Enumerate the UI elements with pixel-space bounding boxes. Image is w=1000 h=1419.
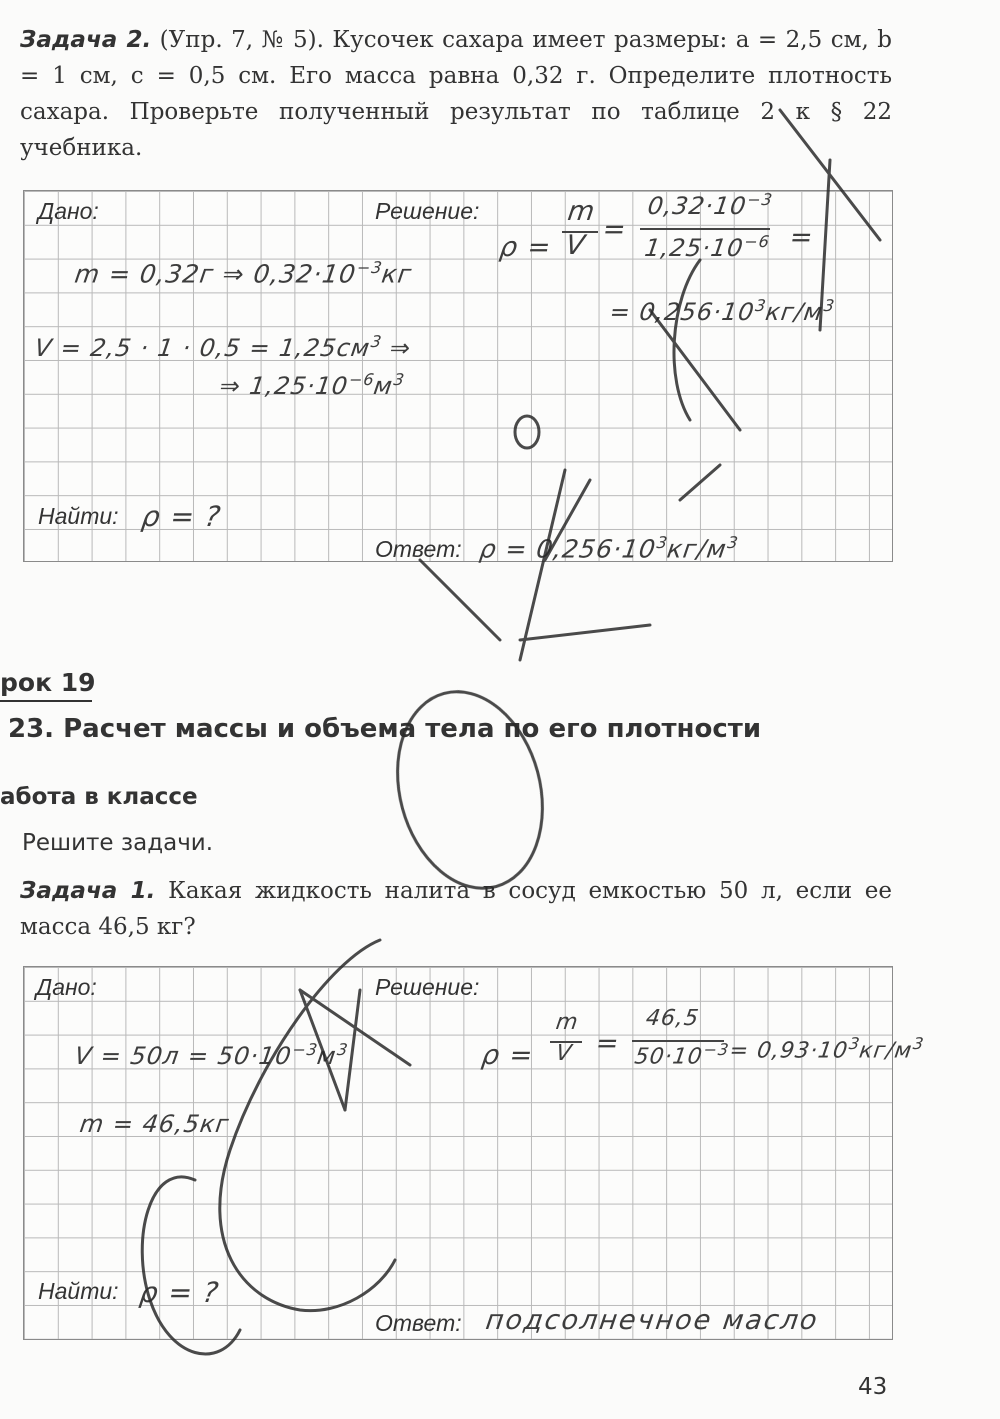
task1-head: Задача 1. bbox=[20, 878, 156, 904]
paragraph-title: 23. Расчет массы и объема тела по его плотности bbox=[8, 714, 762, 744]
grid1-hw-rho: ρ = bbox=[497, 232, 554, 263]
page-number: 43 bbox=[858, 1374, 888, 1400]
task1-text: Какая жидкость налита в сосуд емкостью 50 л, если ее масса 46,5 кг? bbox=[20, 878, 892, 940]
grid1-hw-den-text: 1,25·10 bbox=[642, 234, 746, 262]
grid1-hw-answer-text: ρ = 0,256·10 bbox=[477, 534, 658, 564]
grid2-hw-volume-unit-exp: 3 bbox=[335, 1040, 350, 1059]
section-heading: абота в классе bbox=[0, 784, 198, 810]
grid2-given-label: Дано: bbox=[36, 974, 97, 1000]
grid1-hw-frac-v: V bbox=[563, 230, 588, 261]
grid1-hw-result-exp: 3 bbox=[754, 296, 768, 315]
grid1-hw-volume1-text: V = 2,5 · 1 · 0,5 = 1,25см bbox=[32, 334, 373, 362]
grid2-hw-den-text: 50·10 bbox=[632, 1044, 705, 1070]
lesson-label: рок 19 bbox=[0, 668, 96, 697]
grid2-hw-eq1: = bbox=[593, 1028, 622, 1059]
grid2-solution-label: Решение: bbox=[375, 974, 480, 1000]
grid1-hw-volume2-unit: м bbox=[371, 372, 395, 400]
task2-text: (Упр. 7, № 5). Кусочек сахара имеет размеры: a = 2,5 см, b = 1 см, c = 0,5 см. Его масса равна 0,32 г. Определите плотность сахара. Проверьте полученный результат по таблице 2 к § 22 учебника. bbox=[20, 27, 893, 161]
task1-statement bbox=[20, 873, 892, 945]
grid1-hw-den bbox=[643, 232, 771, 262]
grid2-hw-volume-exp: −3 bbox=[291, 1040, 320, 1059]
grid2-hw-volume-unit: м bbox=[315, 1042, 339, 1070]
instruction-text: Решите задачи. bbox=[22, 830, 214, 856]
grid1-answer-label: Ответ: bbox=[375, 536, 462, 562]
grid2-hw-volume bbox=[73, 1040, 350, 1070]
grid1-hw-answer-unit: кг/м bbox=[665, 534, 729, 564]
grid1-hw-result bbox=[608, 296, 837, 326]
grid1-hw-eq1: = bbox=[600, 214, 629, 245]
watermark-stroke-o bbox=[377, 675, 564, 904]
grid1-given-label: Дано: bbox=[38, 198, 99, 224]
grid2-hw-find: ρ = ? bbox=[137, 1276, 222, 1309]
grid1-hw-mass-unit: кг bbox=[379, 259, 415, 289]
grid1-hw-volume1-exp: 3 bbox=[369, 332, 384, 351]
grid2-hw-num: 46,5 bbox=[644, 1006, 701, 1031]
grid1-find-label: Найти: bbox=[38, 503, 119, 529]
grid2-hw-result bbox=[728, 1034, 926, 1063]
lesson-underline bbox=[0, 700, 92, 702]
task2-statement bbox=[20, 22, 892, 166]
grid2-hw-volume-text: V = 50л = 50·10 bbox=[72, 1042, 294, 1070]
grid2-hw-rho: ρ = bbox=[479, 1040, 536, 1071]
grid1-hw-den-exp: −6 bbox=[743, 232, 772, 251]
grid1-hw-result-unit: кг/м bbox=[763, 298, 825, 326]
grid1-hw-volume1 bbox=[33, 332, 413, 362]
grid2-hw-result-unit-exp: 3 bbox=[911, 1034, 926, 1053]
grid1-hw-volume2-exp: −6 bbox=[347, 370, 377, 389]
grid1-hw-mass-exp: −3 bbox=[355, 258, 384, 277]
grid1-hw-volume2 bbox=[218, 370, 406, 400]
grid1-hw-volume2-text: ⇒ 1,25·10 bbox=[217, 372, 351, 400]
grid1-hw-answer-unit-exp: 3 bbox=[726, 533, 741, 552]
grid2-hw-mass: m = 46,5кг bbox=[78, 1110, 232, 1138]
grid1-hw-find: ρ = ? bbox=[139, 500, 224, 533]
watermark-stroke-k3 bbox=[520, 625, 650, 640]
grid1-hw-num-exp: −3 bbox=[746, 190, 775, 209]
grid1-hw-eq2: = bbox=[787, 222, 816, 253]
grid1-hw-mass-text: m = 0,32г ⇒ 0,32·10 bbox=[72, 259, 359, 289]
grid2-hw-result-text: = 0,93·10 bbox=[727, 1038, 850, 1064]
grid1-hw-mass bbox=[73, 258, 414, 288]
grid2-answer-label: Ответ: bbox=[375, 1310, 462, 1336]
grid2-find-label: Найти: bbox=[38, 1278, 119, 1304]
task2-head: Задача 2. bbox=[20, 27, 152, 53]
watermark-stroke-k1 bbox=[420, 560, 500, 640]
grid1-frac-bar2 bbox=[640, 228, 770, 230]
grid2-hw-frac-v: V bbox=[554, 1041, 574, 1066]
grid1-hw-volume1-tail: ⇒ bbox=[379, 334, 414, 362]
grid1-solution-label: Решение: bbox=[375, 198, 480, 224]
grid2-hw-result-unit: кг/м bbox=[857, 1038, 914, 1064]
grid2-hw-result-exp: 3 bbox=[847, 1034, 862, 1053]
grid1-hw-num bbox=[646, 190, 774, 220]
grid2-hw-frac-m: m bbox=[554, 1010, 581, 1035]
grid1-hw-result-unit-exp: 3 bbox=[822, 296, 837, 315]
grid2-hw-den bbox=[633, 1040, 731, 1069]
grid1-hw-num-text: 0,32·10 bbox=[645, 192, 749, 220]
grid1-hw-volume2-unit-exp: 3 bbox=[392, 370, 407, 389]
grid1-hw-answer-exp: 3 bbox=[655, 533, 670, 552]
grid2-hw-answer: подсолнечное масло bbox=[483, 1305, 821, 1336]
grid1-hw-answer bbox=[478, 533, 740, 563]
grid1-hw-result-text: = 0,256·10 bbox=[607, 298, 757, 326]
grid1-hw-frac-m: m bbox=[565, 196, 598, 227]
grid2-hw-den-exp: −3 bbox=[702, 1040, 731, 1059]
